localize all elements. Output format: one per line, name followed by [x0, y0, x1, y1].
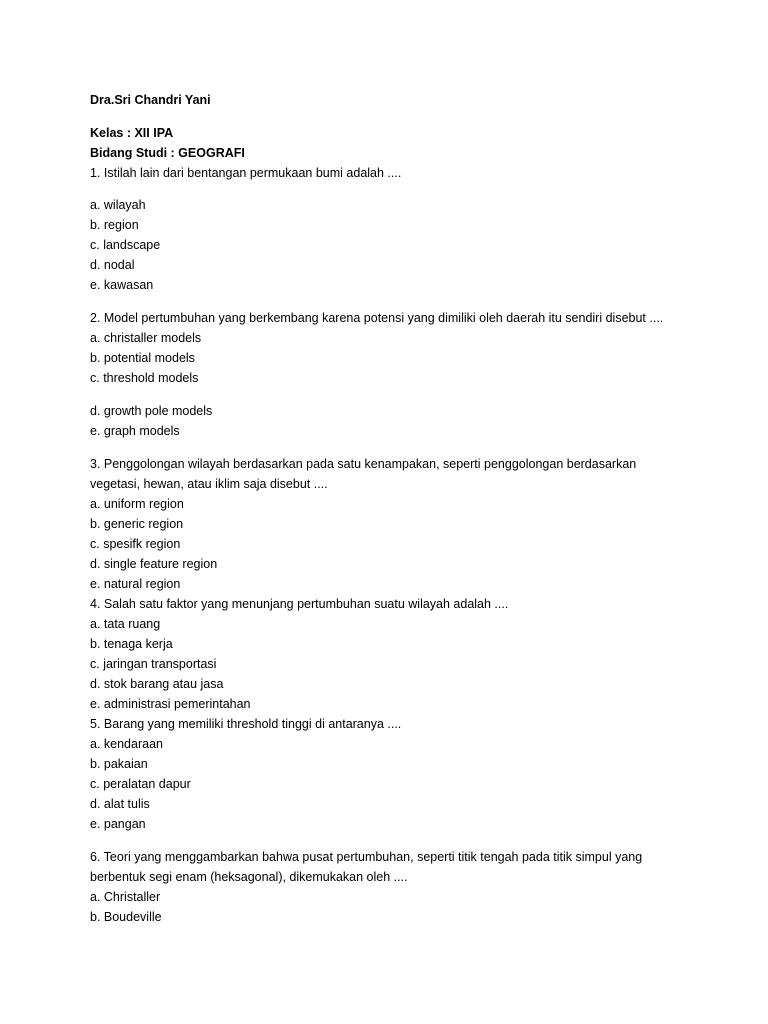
subject-label: Bidang Studi : GEOGRAFI: [90, 146, 245, 160]
question-2: 2. Model pertumbuhan yang berkembang karena potensi yang dimiliki oleh daerah itu sendiri disebut ....: [90, 311, 664, 325]
q5-option-e: e. pangan: [90, 817, 146, 831]
q2-option-e: e. graph models: [90, 424, 180, 438]
class-label: Kelas : XII IPA: [90, 126, 174, 140]
q4-option-a: a. tata ruang: [90, 617, 161, 631]
question-1: 1. Istilah lain dari bentangan permukaan bumi adalah ....: [90, 166, 402, 180]
q3-option-e: e. natural region: [90, 577, 181, 591]
q2-option-a: a. christaller models: [90, 331, 202, 345]
question-3-line-1: 3. Penggolongan wilayah berdasarkan pada satu kenampakan, seperti penggolongan berdasarkan: [90, 457, 637, 471]
q1-option-e: e. kawasan: [90, 278, 154, 292]
q5-option-b: b. pakaian: [90, 757, 148, 771]
q2-option-d: d. growth pole models: [90, 404, 213, 418]
q1-option-d: d. nodal: [90, 258, 135, 272]
question-3-line-2: vegetasi, hewan, atau iklim saja disebut ....: [90, 477, 328, 491]
q4-option-d: d. stok barang atau jasa: [90, 677, 224, 691]
q6-option-b: b. Boudeville: [90, 910, 162, 924]
question-6-line-1: 6. Teori yang menggambarkan bahwa pusat pertumbuhan, seperti titik tengah pada titik simpul yang: [90, 850, 643, 864]
q3-option-b: b. generic region: [90, 517, 184, 531]
q1-option-c: c. landscape: [90, 238, 161, 252]
question-6-line-2: berbentuk segi enam (heksagonal), dikemukakan oleh ....: [90, 870, 408, 884]
q6-option-a: a. Christaller: [90, 890, 161, 904]
q4-option-b: b. tenaga kerja: [90, 637, 173, 651]
q1-option-b: b. region: [90, 218, 139, 232]
q3-option-a: a. uniform region: [90, 497, 184, 511]
q5-option-c: c. peralatan dapur: [90, 777, 191, 791]
q2-option-c: c. threshold models: [90, 371, 199, 385]
q3-option-d: d. single feature region: [90, 557, 218, 571]
q2-option-b: b. potential models: [90, 351, 195, 365]
document-page: [90, 90, 750, 927]
q4-option-e: e. administrasi pemerintahan: [90, 697, 251, 711]
q3-option-c: c. spesifk region: [90, 537, 181, 551]
q1-option-a: a. wilayah: [90, 198, 146, 212]
q5-option-a: a. kendaraan: [90, 737, 163, 751]
q4-option-c: c. jaringan transportasi: [90, 657, 217, 671]
q5-option-d: d. alat tulis: [90, 797, 150, 811]
question-5: 5. Barang yang memiliki threshold tinggi di antaranya ....: [90, 717, 402, 731]
author-name: Dra.Sri Chandri Yani: [90, 93, 211, 107]
question-4: 4. Salah satu faktor yang menunjang pertumbuhan suatu wilayah adalah ....: [90, 597, 509, 611]
